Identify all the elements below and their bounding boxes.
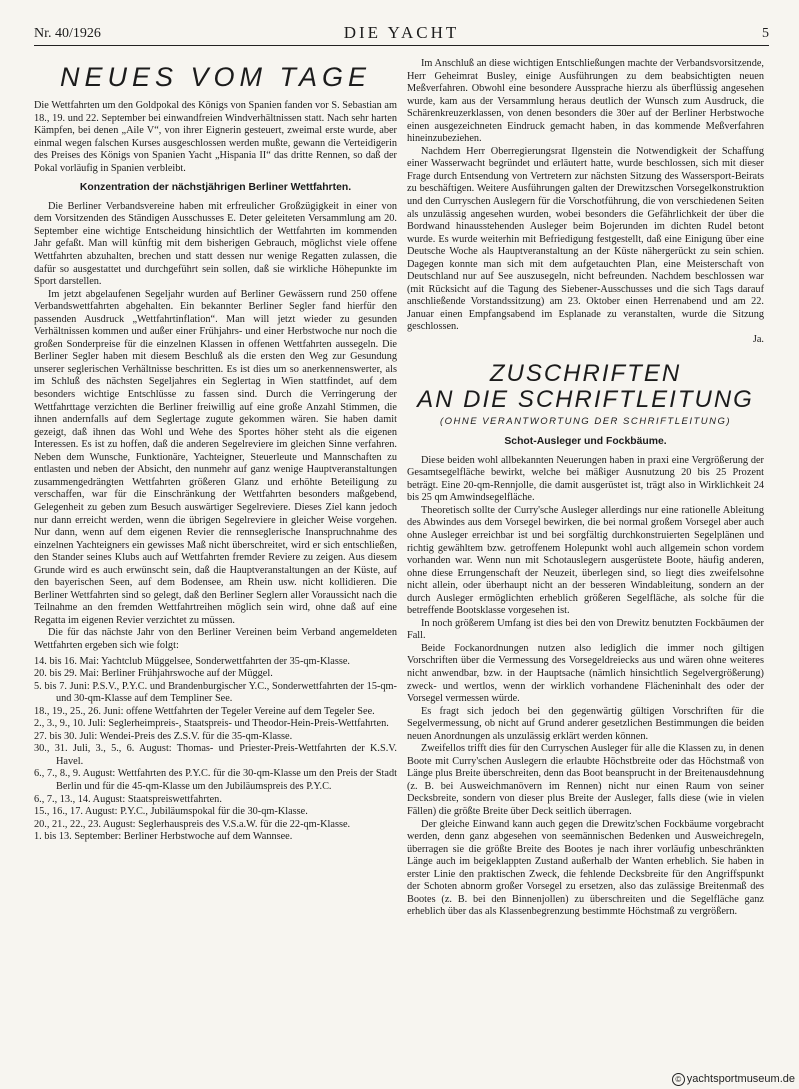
list-item: 15., 16., 17. August: P.Y.C., Jubiläumspokal für die 30-qm-Klasse. xyxy=(34,806,308,818)
left-column xyxy=(34,54,397,844)
signature: Ja. xyxy=(752,334,764,346)
list-item: 27. bis 30. Juli: Wendei-Preis des Z.S.V. für die 35-qm-Klasse. xyxy=(34,730,293,742)
list-item: 1. bis 13. September: Berliner Herbstwoche auf dem Wannsee. xyxy=(34,831,293,843)
paragraph-innovations: Diese beiden wohl allbekannten Neuerungen haben in praxi eine Vergrößerung der Gesamtsegelfläche bewirkt, welche bei mäßiger Ausnutzung 20 bis 25 Prozent beträgt. Eine 20-qm-Rennjolle, die damit ausgerüstet ist, trägt also in Wirklichkeit 24 bis 25 qm Amwindsegelfläche. xyxy=(407,454,764,504)
paragraph-gold-cup: Die Wettfahrten um den Goldpokal des Königs von Spanien fanden vor S. Sebastian am 18., 19. und 22. September bei einwandfreien Windverhältnissen statt. Nach sehr harten Kämpfen, bei denen „Aile V“, von ihrer Eignerin gesteuert, zweimal erste wurde, aber einmal wegen falschen Kurses ausgeschlossen werden mußte, gewann die Verteidigerin des Preises des Königs von Spanien Yacht „Hispania II“ das dritte Rennen, so daß der Pokal vorläufig in Spanien verbleibt. xyxy=(34,100,397,174)
paragraph-schedule-intro: Die für das nächste Jahr von den Berliner Vereinen beim Verband angemeldeten Wettfahrten ergeben sich wie folgt: xyxy=(34,627,397,651)
paragraph-regulations: Es fragt sich jedoch bei den gegenwärtig gültigen Vorschriften für die Segelvermessung, ob nicht auf Grund anderer gesetzlichen Bestimmungen die beiden neuen Anordnungen als unzulässig erklärt werden können. xyxy=(407,705,764,742)
list-item: 2., 3., 9., 10. Juli: Seglerheimpreis-, Staatspreis- und Theodor-Hein-Preis-Wettfahrten. xyxy=(34,718,389,730)
list-item: 30., 31. Juli, 3., 5., 6. August: Thomas- und Priester-Preis-Wettfahrten der K.S.V. Havel. xyxy=(34,743,397,767)
list-item: 14. bis 16. Mai: Yachtclub Müggelsee, Sonderwettfahrten der 35-qm-Klasse. xyxy=(34,655,350,667)
list-item: 18., 19., 25., 26. Juni: offene Wettfahrten der Tegeler Vereine auf dem Tegeler See. xyxy=(34,705,375,717)
paragraph-regatta-inflation: Im jetzt abgelaufenen Segeljahr wurden auf Berliner Gewässern rund 250 offene Verbandswettfahrten abgehalten. Ein bekannter Berliner Segler fand hierfür den passenden Ausdruck „Wettfahrtinflation“. Man will jetzt wieder zu gesunden Verhältnissen kommen und außer einer Frühjahrs- und einer Herbstwoche nur noch die großen Sonderpreise für die einzelnen Klassen in offenen Wettfahrten aussegeln. Die Berliner Segler haben mit diesem Beschluß als die ersten den Weg zur Gesundung unserer seglerischen Verhältnisse beschritten. Es ist dies um so anerkennenswerter, als im Schluß des nächsten Segeljahres ein Seglertag in Wien stattfindet, auf dem besonders wichtige Entschlüsse zu fassen sind. Durch die Verringerung der Wettfahrttage verzichten die Berliner freiwillig auf eine große Anzahl Stimmen, die ihnen andernfalls auf dem Seglertage zugute gekommen wären. Sie haben damit gezeigt, daß ihnen das Wohl und Wehe des Sportes höher steht als die eigenen Interessen. Es ist zu hoffen, daß die anderen Segelreviere im gleichen Sinne verfahren. Neben dem Wunsche, Funktionäre, Yachteigner, Steuerleute und Mannschaften zu entlasten und neben der Absicht, den nunmehr auf ganz wenige Hauptveranstaltungen zusammengedrängten Wettfahrten größeren Glanz und erhöhte Beteiligung zu verschaffen, war für die Einschränkung der Wettfahrten besonders maßgebend, Gelegenheit zu geben zum Besuch auswärtiger Segelreviere. Dieses Ziel kann jedoch nur dann erreicht werden, wenn die übrigen Segelreviere in gleicher Weise vorgehen. Nur dann, wenn auf dem eigenen Revier die rennseglerische Inanspruchnahme des einzelnen Yachteigners ein gewisses Maß nicht überschreitet, wird er sich entschließen, den Stander seines Klubs auch auf Wettfahrten fremder Reviere zu zeigen. Aus diesem Grunde wird es auch erwünscht sein, daß die Hauptveranstaltungen an der Küste, auf den bayerischen Seen, auf dem Bodensee, am Rhein usw. nicht kollidieren. Die Berliner Wettfahrten sind so gelegt, daß den Berliner Seglern aller Voraussicht nach die Teilnahme an den fremden Wettfahrtreihen möglich sein wird, ohne daß auf eine Regatta im eigenen Revier verzichtet zu müssen. xyxy=(34,288,397,626)
page-number: 5 xyxy=(762,26,769,41)
article-subhead: Konzentration der nächstjährigen Berliner Wettfahrten. xyxy=(79,182,352,194)
paragraph-drewitz: In noch größerem Umfang ist dies bei den von Drewitz benutzten Fockbäumen der Fall. xyxy=(407,617,764,642)
list-item: 6., 7., 8., 9. August: Wettfahrten des P.Y.C. für die 30-qm-Klasse um den Preis der Stadt Berlin und für die 45-qm-Klasse um den Jubiläumspreis des P.Y.C. xyxy=(34,768,397,792)
header-rule xyxy=(34,45,769,46)
list-item: 20. bis 29. Mai: Berliner Frühjahrswoche auf der Müggel. xyxy=(34,668,273,680)
issue-number: Nr. 40/1926 xyxy=(34,26,101,41)
paragraph-curry-width: Zweifellos trifft dies für den Curryschen Ausleger für alle die Klassen zu, in denen Boote mit Curry'schen Auslegern die erlaubte Höchstbreite oder das Höchstmaß von Länge plus Breite überschreiten, denn das Boot beansprucht in der Breitenausdehnung (z. B. bei Ausweichmanövern im Rennen) nicht nur einen Raum von seiner Decksbreite, sondern von dieser plus Breite der Ausleger, falls diese (wie in vielen Fällen) die größte Breite über Deck seitlich überragen. xyxy=(407,743,764,817)
paragraph-berlin-decision: Die Berliner Verbandsvereine haben mit erfreulicher Großzügigkeit in einer von dem Vorsitzenden des Ständigen Ausschusses E. Deter geleiteten Versammlung am 20. September eine wichtige Entscheidung hinsichtlich der Wettfahrten im kommenden Jahr gefaßt. Man will künftig mit dem bisherigen Gebrauch, möglichst viele offene Wettfahrten abzuhalten, brechen und statt dessen nur wenige Regatten zulassen, die dafür so ausgestattet und durchgeführt sein sollen, daß sie wirkliche Höhepunkte im Sport darstellen. xyxy=(34,200,397,288)
regatta-schedule xyxy=(34,656,397,844)
paragraph-wasserwacht: Nachdem Herr Oberregierungsrat Ilgenstein die Notwendigkeit der Schaffung einer Wasserwacht begründet und erläutert hatte, wurde beschlossen, sich mit dieser Frage durch Entsendung von Vertretern zur nächsten Sitzung des Wassersport-Beirats zu beschäftigen. Weitere Ausführungen galten der Drewitzschen Vorsegelkonstruktion und den Curryschen Auslegern für die Vorschotführung, die von verschiedenen Seiten als unzulässig angesehen wurden, wobei besonders die Gefährlichkeit der über die Bordwand hinausstehenden Ausleger beim Bojerunden im dichten Rudel betont wurde. Es wurde weiterhin mit Befriedigung festgestellt, daß eine Einigung über eine Deutsche Woche als Hauptveranstaltung an der Küste nähergerückt zu sein schien. Dagegen konnte man sich mit dem aufgetauchten Plan, eine Meisterschaft von Deutschland nur auf See auszusegeln, nicht befreunden. Nachdem beschlossen war (mit Rücksicht auf die Tagung des Siebener-Ausschusses und die sich Tags darauf anschließende Vorstandssitzung) am 23. Oktober einen Herrenabend und am 22. Januar einen Empfangsabend im Esplanade zu veranstalten, wurde die Sitzung geschlossen. xyxy=(407,145,764,333)
paragraph-busley: Im Anschluß an diese wichtigen Entschließungen machte der Verbandsvorsitzende, Herr Geheimrat Busley, einige Ausführungen zu dem beabsichtigten neuen Meßverfahren. Obwohl eine besondere Aussprache hierzu als überflüssig angesehen wurde, kam aus der Versammlung heraus deutlich der Wunsch zum Ausdruck, die Schärenkreuzerklassen, von denen besonders die 30er auf der Berliner Herbstwoche einen ausgezeichneten Eindruck gemacht haben, in das kommende Meßverfahren hineinzubeziehen. xyxy=(407,58,764,145)
section-headline: NEUES VOM TAGE xyxy=(59,62,372,92)
letters-disclaimer: (OHNE VERANTWORTUNG DER SCHRIFTLEITUNG) xyxy=(439,415,732,427)
page-header xyxy=(34,22,769,44)
right-column xyxy=(407,58,764,919)
list-item: 6., 7., 13., 14. August: Staatspreiswettfahrten. xyxy=(34,793,222,805)
paragraph-curry-theory: Theoretisch sollte der Curry'sche Ausleger allerdings nur eine rationelle Ableitung des Abwindes aus dem Vorsegel bewirken, die bei normal großem Vorsegel aber auch ohne Ausleger erreichbar ist und bei sorgfältig durchkonstruierten Segelplänen und richtig gewähltem bzw. getroffenem Holepunkt wohl auch allgemein schon vordem vorhanden war. Wenn nun mit Schotauslegern ausgerüstete Boote, häufig anderen, ohne diese Errungenschaft der Neuzeit, überlegen sind, so liegt dies zweifelsohne nicht allein, oder überhaupt nicht an der besseren Windableitung, sondern an der durch Ausleger ermöglichten erheblich größeren Segelfläche, als solche für die betreffende Bootsklasse vorgesehen ist. xyxy=(407,504,764,617)
list-item: 20., 21., 22., 23. August: Seglerhauspreis des V.S.a.W. für die 22-qm-Klasse. xyxy=(34,818,351,830)
copyright-icon: © xyxy=(672,1073,685,1086)
magazine-title: DIE YACHT xyxy=(343,23,460,42)
list-item: 5. bis 7. Juni: P.S.V., P.Y.C. und Brandenburgischer Y.C., Sonderwettfahrten der 15-qm- und 30-qm-Klasse auf dem Templiner See. xyxy=(34,680,397,705)
museum-credit xyxy=(672,1073,795,1086)
paragraph-fockbaum-objection: Der gleiche Einwand kann auch gegen die Drewitz'schen Fockbäume vorgebracht werden, denn ganz abgesehen von seemännischen Bedenken und Ausweichregeln, überragen sie die größte Breite des Bootes je nach ihrer vorläufig unbeschränkten Länge auch im beigeklappten Zustand außerhalb der Wanten erheblich. Sie haben in erster Linie den praktischen Zweck, die fehlende Decksbreite für den Angriffspunkt der Schoten abnorm großer Vorsegel zu ersetzen, also das zulässige Breitenmaß des Bootes (z. B. bei den Binnenjollen) zu überschreiten und die Segelfläche ganz erheblich über das als Klassenbegrenzung bestimmte Höchstmaß zu vergrößern. xyxy=(407,818,764,918)
letters-headline-1: ZUSCHRIFTEN xyxy=(489,359,682,387)
paragraph-fock-arrangements: Beide Fockanordnungen nutzen also lediglich die immer noch giltigen Vorschriften über die Vermessung des Vorsegeldreiecks aus und wären ohne weiteres nicht anwendbar, bzw. in der Hauptsache (nämlich hinsichtlich Segelvergrößerung) zweck- und wertlos, wenn der wirklich vorhandene Flächeninhalt des oder der Vorsegel vermessen würde. xyxy=(407,642,764,705)
credit-text: yachtsportmuseum.de xyxy=(686,1073,795,1085)
letter-subhead: Schot-Ausleger und Fockbäume. xyxy=(504,436,667,448)
letters-headline-2: AN DIE SCHRIFTLEITUNG xyxy=(417,385,754,413)
